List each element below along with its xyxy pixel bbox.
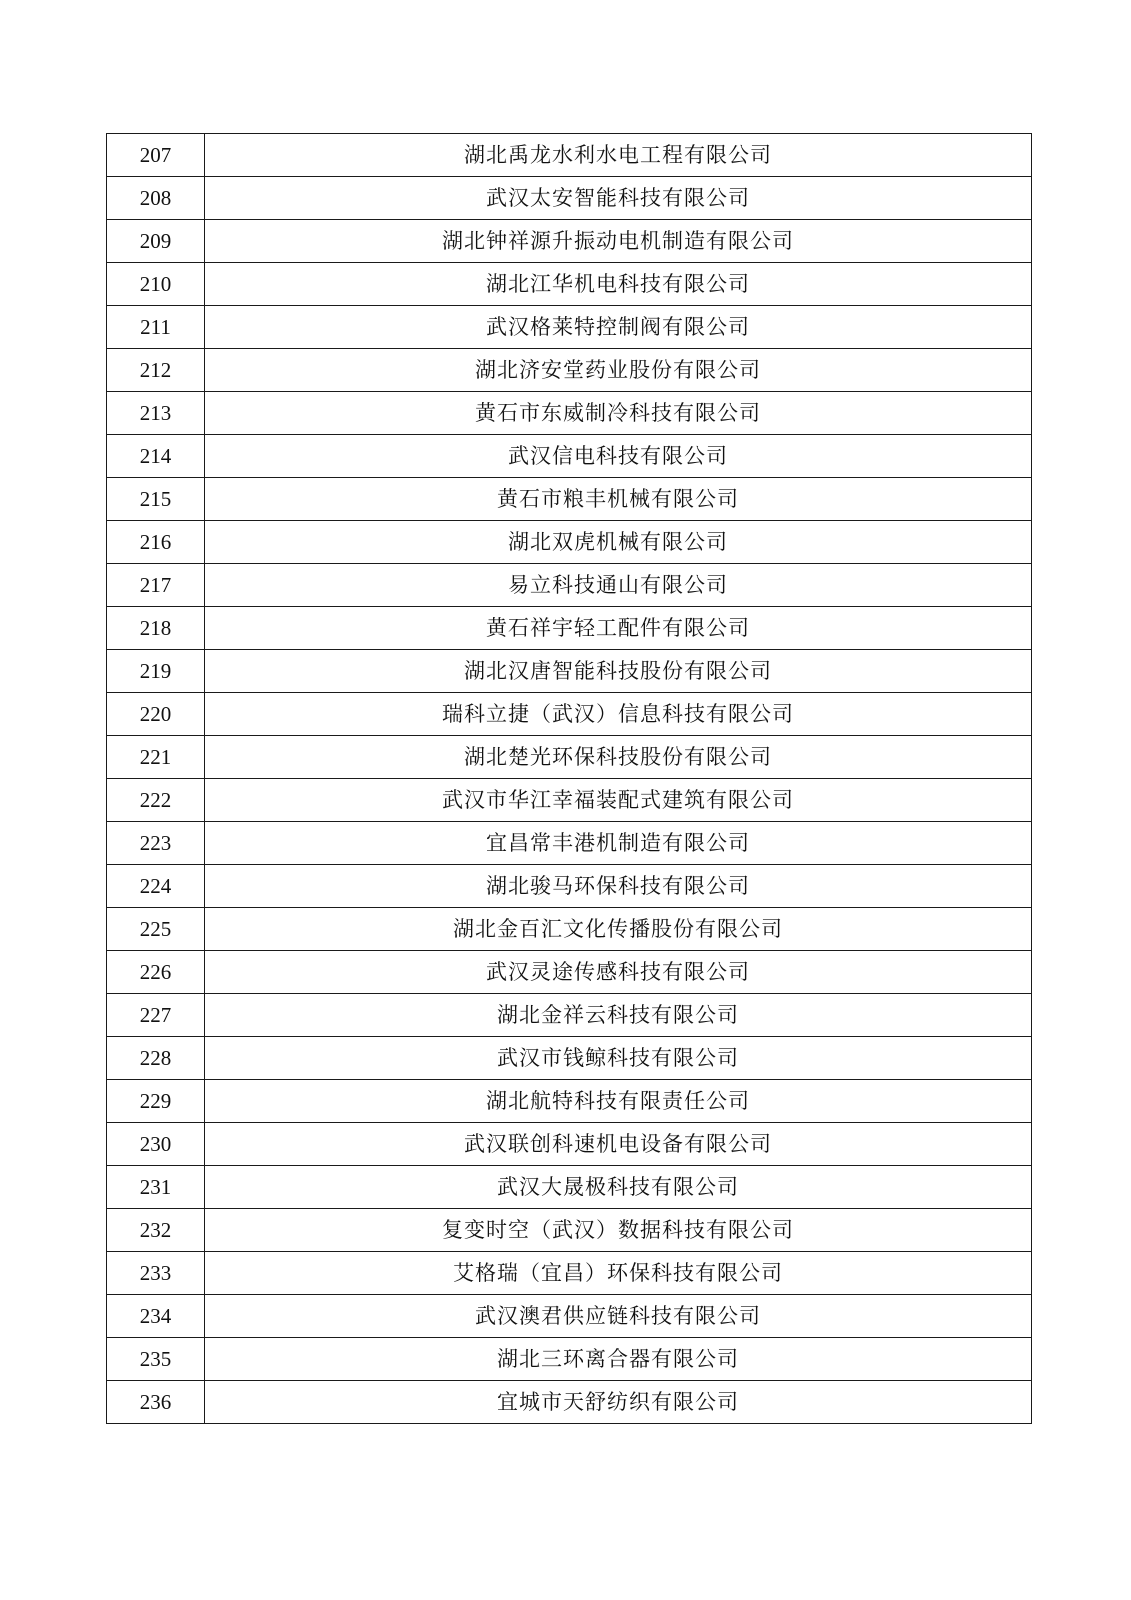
table-row [107,1209,1032,1252]
row-number: 229 [107,1080,205,1123]
row-number: 215 [107,478,205,521]
company-name: 湖北金祥云科技有限公司 [205,994,1032,1037]
table-row [107,177,1032,220]
row-number: 222 [107,779,205,822]
company-name: 湖北金百汇文化传播股份有限公司 [205,908,1032,951]
table-row [107,134,1032,177]
table-row [107,779,1032,822]
row-number: 218 [107,607,205,650]
company-list-table [106,133,1032,1424]
company-name: 武汉灵途传感科技有限公司 [205,951,1032,994]
row-number: 208 [107,177,205,220]
row-number: 234 [107,1295,205,1338]
table-row [107,693,1032,736]
company-name: 复变时空（武汉）数据科技有限公司 [205,1209,1032,1252]
row-number: 214 [107,435,205,478]
row-number: 216 [107,521,205,564]
company-name: 湖北江华机电科技有限公司 [205,263,1032,306]
table-row [107,1166,1032,1209]
company-name: 武汉大晟极科技有限公司 [205,1166,1032,1209]
row-number: 228 [107,1037,205,1080]
company-name: 易立科技通山有限公司 [205,564,1032,607]
company-name: 艾格瑞（宜昌）环保科技有限公司 [205,1252,1032,1295]
table-row [107,306,1032,349]
table-row [107,736,1032,779]
company-name: 黄石市粮丰机械有限公司 [205,478,1032,521]
company-name: 武汉联创科速机电设备有限公司 [205,1123,1032,1166]
company-name: 湖北双虎机械有限公司 [205,521,1032,564]
row-number: 227 [107,994,205,1037]
table-row [107,220,1032,263]
row-number: 207 [107,134,205,177]
table-row [107,650,1032,693]
row-number: 217 [107,564,205,607]
row-number: 224 [107,865,205,908]
row-number: 220 [107,693,205,736]
table-row [107,478,1032,521]
row-number: 236 [107,1381,205,1424]
table-row [107,1252,1032,1295]
row-number: 223 [107,822,205,865]
row-number: 211 [107,306,205,349]
table-row [107,392,1032,435]
company-name: 武汉澳君供应链科技有限公司 [205,1295,1032,1338]
table-row [107,435,1032,478]
row-number: 221 [107,736,205,779]
company-name: 宜城市天舒纺织有限公司 [205,1381,1032,1424]
table-row [107,607,1032,650]
row-number: 226 [107,951,205,994]
company-name: 湖北汉唐智能科技股份有限公司 [205,650,1032,693]
table-row [107,1080,1032,1123]
company-name: 武汉太安智能科技有限公司 [205,177,1032,220]
row-number: 209 [107,220,205,263]
table-row [107,865,1032,908]
table-row [107,1037,1032,1080]
row-number: 232 [107,1209,205,1252]
row-number: 219 [107,650,205,693]
table-row [107,263,1032,306]
company-name: 湖北济安堂药业股份有限公司 [205,349,1032,392]
company-name: 武汉市华江幸福装配式建筑有限公司 [205,779,1032,822]
table-row [107,1381,1032,1424]
company-name: 武汉市钱鲸科技有限公司 [205,1037,1032,1080]
table-row [107,951,1032,994]
table-row [107,1338,1032,1381]
table-row [107,564,1032,607]
company-name: 湖北骏马环保科技有限公司 [205,865,1032,908]
table-row [107,994,1032,1037]
company-name: 武汉信电科技有限公司 [205,435,1032,478]
table-row [107,822,1032,865]
company-list-body [107,134,1032,1424]
table-row [107,1295,1032,1338]
company-name: 湖北三环离合器有限公司 [205,1338,1032,1381]
table-row [107,908,1032,951]
company-name: 湖北钟祥源升振动电机制造有限公司 [205,220,1032,263]
table-row [107,521,1032,564]
row-number: 210 [107,263,205,306]
company-name: 黄石祥宇轻工配件有限公司 [205,607,1032,650]
table-row [107,349,1032,392]
row-number: 212 [107,349,205,392]
table-row [107,1123,1032,1166]
company-name: 湖北楚光环保科技股份有限公司 [205,736,1032,779]
row-number: 225 [107,908,205,951]
company-name: 瑞科立捷（武汉）信息科技有限公司 [205,693,1032,736]
row-number: 233 [107,1252,205,1295]
company-name: 宜昌常丰港机制造有限公司 [205,822,1032,865]
company-name: 武汉格莱特控制阀有限公司 [205,306,1032,349]
row-number: 231 [107,1166,205,1209]
company-name: 湖北航特科技有限责任公司 [205,1080,1032,1123]
company-name: 黄石市东威制冷科技有限公司 [205,392,1032,435]
row-number: 230 [107,1123,205,1166]
company-name: 湖北禹龙水利水电工程有限公司 [205,134,1032,177]
row-number: 235 [107,1338,205,1381]
row-number: 213 [107,392,205,435]
